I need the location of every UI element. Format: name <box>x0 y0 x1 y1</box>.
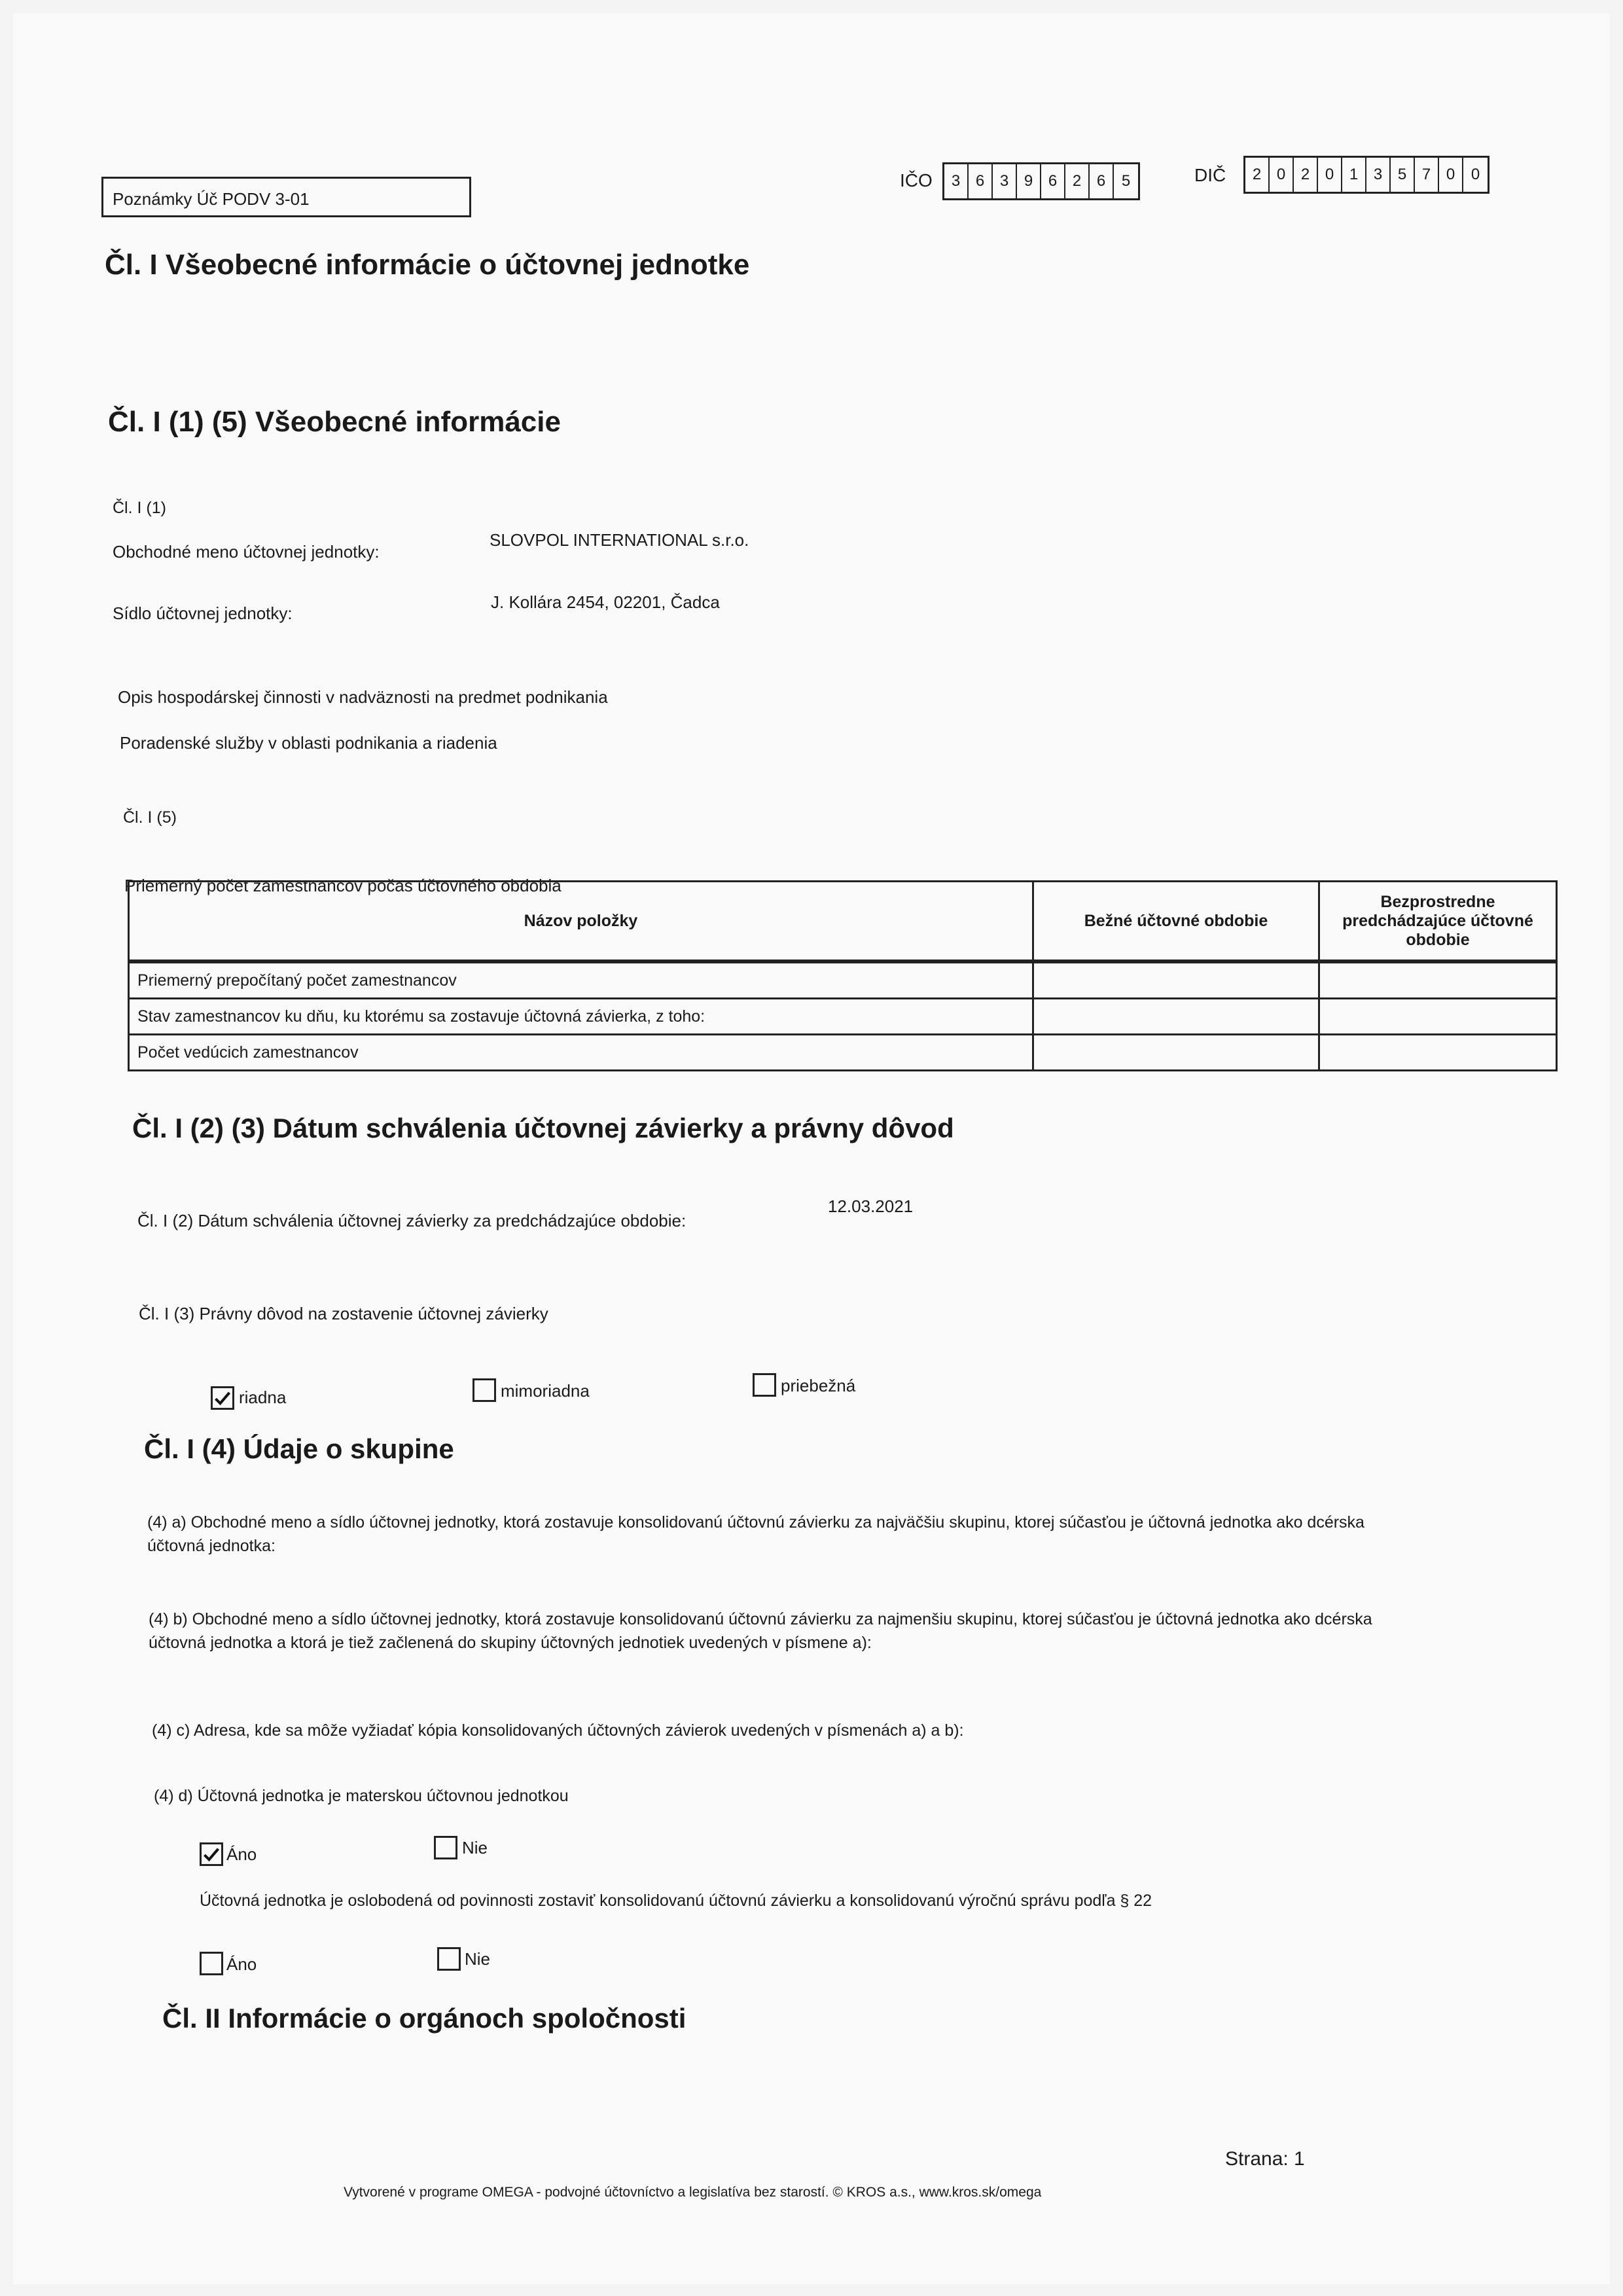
table-cell-item: Priemerný prepočítaný počet zamestnancov <box>129 961 1033 999</box>
legal-reason-label: Čl. I (3) Právny dôvod na zostavenie účtovnej závierky <box>139 1304 548 1323</box>
dic-digit: 2 <box>1294 158 1318 192</box>
ico-digit: 6 <box>969 164 993 198</box>
group-a-line1: (4) a) Obchodné meno a sídlo účtovnej jednotky, ktorá zostavuje konsolidovanú účtovnú závierku za najväčšiu skupinu, ktorej súčasťou je účtovná jednotka ako dcérska <box>147 1513 1364 1532</box>
reason-extraordinary-checkbox[interactable] <box>473 1378 496 1402</box>
table-header-row <box>129 882 1557 962</box>
employees-table <box>128 880 1558 1071</box>
reason-interim-checkbox[interactable] <box>753 1373 776 1397</box>
document-page <box>13 13 1610 2284</box>
section-title-general: Čl. I Všeobecné informácie o účtovnej jednotke <box>105 249 750 281</box>
exempt-no-checkbox[interactable] <box>437 1947 461 1971</box>
clause-1-label: Čl. I (1) <box>113 499 166 517</box>
ico-digit: 5 <box>1121 172 1131 190</box>
activity-label: Opis hospodárskej činnosti v nadväznosti na predmet podnikania <box>118 687 608 707</box>
table-cell-item: Počet vedúcich zamestnancov <box>129 1035 1033 1071</box>
group-a-line2: účtovná jednotka: <box>147 1537 276 1555</box>
ico-digit: 6 <box>1090 164 1114 198</box>
section-title-bodies: Čl. II Informácie o orgánoch spoločnosti <box>162 2003 687 2034</box>
parent-no-checkbox[interactable] <box>434 1836 457 1859</box>
ico-digit: 9 <box>1017 164 1041 198</box>
table-cell-previous <box>1319 961 1557 999</box>
clause-5-label: Čl. I (5) <box>123 808 177 827</box>
approval-date-label: Čl. I (2) Dátum schválenia účtovnej závierky za predchádzajúce obdobie: <box>137 1211 687 1230</box>
ico-digit: 2 <box>1065 164 1090 198</box>
section-title-group: Čl. I (4) Údaje o skupine <box>144 1433 454 1464</box>
subsection-title-general-info: Čl. I (1) (5) Všeobecné informácie <box>108 406 561 438</box>
parent-yes-label: Áno <box>226 1844 257 1864</box>
exempt-no-label: Nie <box>465 1949 491 1969</box>
dic-digit: 3 <box>1366 158 1391 192</box>
group-d-line: (4) d) Účtovná jednotka je materskou účtovnou jednotkou <box>154 1787 569 1805</box>
group-c-line: (4) c) Adresa, kde sa môže vyžiadať kópia konsolidovaných účtovných závierok uvedených v písmenách a) a b): <box>152 1721 964 1740</box>
table-cell-current <box>1033 1035 1319 1071</box>
seat-value: J. Kollára 2454, 02201, Čadca <box>491 592 720 612</box>
reason-regular-label: riadna <box>239 1388 287 1407</box>
form-code-label: Poznámky Úč PODV 3-01 <box>113 189 310 209</box>
table-cell-item: Stav zamestnancov ku dňu, ku ktorému sa zostavuje účtovná závierka, z toho: <box>129 999 1033 1035</box>
table-cell-current <box>1033 999 1319 1035</box>
table-cell-previous <box>1319 999 1557 1035</box>
reason-regular-checkbox[interactable] <box>211 1386 234 1410</box>
page-number: Strana: 1 <box>1225 2148 1305 2170</box>
section-title-approval: Čl. I (2) (3) Dátum schválenia účtovnej závierky a právny dôvod <box>132 1113 954 1143</box>
parent-no-label: Nie <box>462 1838 488 1857</box>
dic-digit: 2 <box>1245 158 1270 192</box>
ico-digit-boxes <box>942 162 1140 200</box>
ico-digit: 3 <box>993 164 1017 198</box>
checkmark-icon <box>213 1389 232 1407</box>
form-code-box <box>101 177 471 217</box>
table-header-item-name: Názov položky <box>129 882 1033 962</box>
footer-generated-note: Vytvorené v programe OMEGA - podvojné účtovníctvo a legislatíva bez starostí. © KROS a.s., www.kros.sk/omega <box>344 2185 1042 2200</box>
checkmark-icon <box>202 1845 221 1863</box>
activity-value: Poradenské služby v oblasti podnikania a riadenia <box>120 733 497 753</box>
company-name-label: Obchodné meno účtovnej jednotky: <box>113 542 380 562</box>
table-row <box>129 961 1557 999</box>
dic-digit: 0 <box>1318 158 1342 192</box>
ico-digit: 3 <box>944 164 969 198</box>
dic-digit: 0 <box>1471 166 1480 183</box>
dic-digit: 0 <box>1439 158 1463 192</box>
reason-extraordinary-label: mimoriadna <box>501 1381 590 1401</box>
reason-interim-label: priebežná <box>781 1376 856 1395</box>
exempt-yes-label: Áno <box>226 1954 257 1974</box>
table-header-current-period: Bežné účtovné obdobie <box>1033 882 1319 962</box>
parent-yes-checkbox[interactable] <box>200 1842 223 1866</box>
group-b-line2: účtovná jednotka a ktorá je tiež začlenená do skupiny účtovných jednotiek uvedených v písmene a): <box>149 1634 872 1652</box>
company-name-value: SLOVPOL INTERNATIONAL s.r.o. <box>490 530 749 550</box>
exemption-line: Účtovná jednotka je oslobodená od povinnosti zostaviť konsolidovanú účtovnú závierku a konsolidovanú výročnú správu podľa § 22 <box>200 1892 1152 1910</box>
table-cell-current <box>1033 961 1319 999</box>
exempt-yes-checkbox[interactable] <box>200 1952 223 1975</box>
ico-label: IČO <box>900 170 933 190</box>
dic-digit: 7 <box>1415 158 1439 192</box>
table-row <box>129 1035 1557 1071</box>
dic-label: DIČ <box>1194 165 1226 185</box>
table-row <box>129 999 1557 1035</box>
ico-digit: 6 <box>1041 164 1065 198</box>
approval-date-value: 12.03.2021 <box>828 1196 914 1216</box>
table-cell-previous <box>1319 1035 1557 1071</box>
dic-digit-boxes <box>1243 156 1489 194</box>
table-header-previous-period: Bezprostredne predchádzajúce účtovné obdobie <box>1319 882 1557 962</box>
dic-digit: 0 <box>1270 158 1294 192</box>
seat-label: Sídlo účtovnej jednotky: <box>113 603 293 623</box>
group-b-line1: (4) b) Obchodné meno a sídlo účtovnej jednotky, ktorá zostavuje konsolidovanú účtovnú závierku za najmenšiu skupinu, ktorej súčasťou je účtovná jednotka ako dcérska <box>149 1610 1372 1628</box>
dic-digit: 5 <box>1391 158 1415 192</box>
employees-caption: Priemerný počet zamestnancov počas účtovného obdobia <box>124 876 562 895</box>
dic-digit: 1 <box>1342 158 1366 192</box>
